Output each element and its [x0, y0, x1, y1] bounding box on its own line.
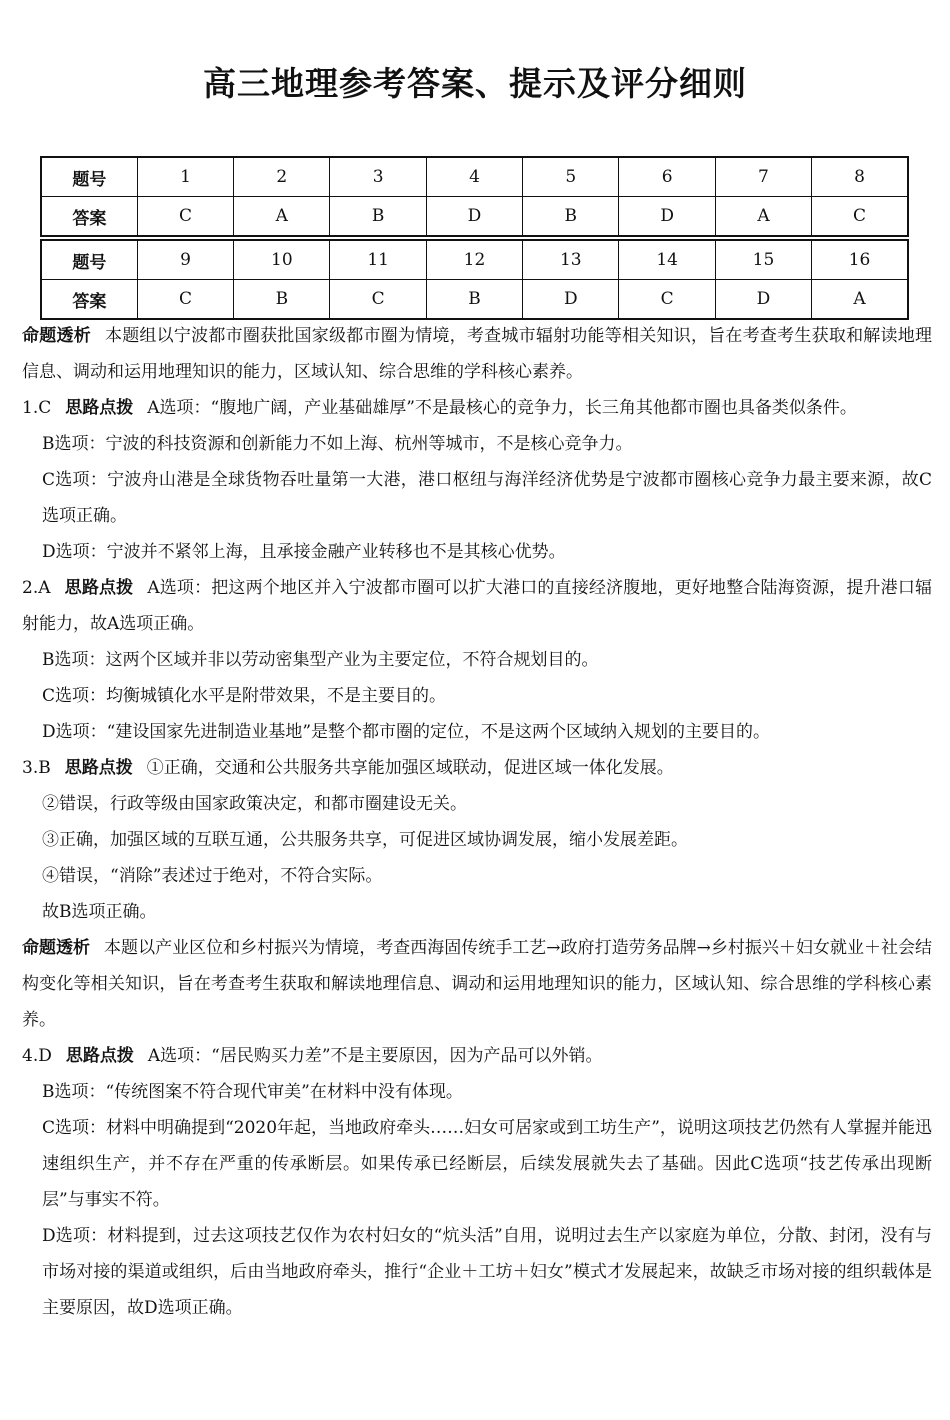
answer-cell: C [137, 197, 233, 237]
question-3-header [22, 750, 932, 786]
statement-text: ①正确，交通和公共服务共享能加强区域联动，促进区域一体化发展。 [146, 758, 674, 778]
header-cell-question: 题号 [41, 157, 137, 197]
question-number-cell: 2 [234, 157, 330, 197]
analysis-text: 本题组以宁波都市圈获批国家级都市圈为情境，考查城市辐射功能等相关知识，旨在考查考生获取和解读地理信息、调动和运用地理知识的能力，区域认知、综合思维的学科核心素养。 [22, 326, 933, 382]
question-number: 4.D [22, 1046, 52, 1066]
question-number-cell: 15 [715, 240, 811, 280]
answer-cell: C [137, 280, 233, 320]
answer-cell: A [715, 197, 811, 237]
answer-cell: C [812, 197, 908, 237]
header-cell-answer: 答案 [41, 197, 137, 237]
option-text: A选项：把这两个地区并入宁波都市圈可以扩大港口的直接经济腹地，更好地整合陆海资源，提升港口辐射能力，故A选项正确。 [22, 578, 932, 634]
header-cell-question: 题号 [41, 240, 137, 280]
question-4-option-d: D选项：材料提到，过去这项技艺仅作为农村妇女的“炕头活”自用，说明过去生产以家庭为单位，分散、封闭，没有与市场对接的渠道或组织，后由当地政府牵头，推行“企业＋工坊＋妇女”模式才发展起来，故缺乏市场对接的组织载体是主要原因，故D选项正确。 [42, 1226, 932, 1318]
answer-cell: D [619, 197, 715, 237]
analysis-text: 本题以产业区位和乡村振兴为情境，考查西海固传统手工艺→政府打造劳务品牌→乡村振兴＋妇女就业＋社会结构变化等相关知识，旨在考查考生获取和解读地理信息、调动和运用地理知识的能力，区域认知、综合思维的学科核心素养。 [22, 938, 932, 1030]
question-number-cell: 4 [426, 157, 522, 197]
table-row-question-numbers [41, 240, 908, 280]
question-number-cell: 8 [812, 157, 908, 197]
question-number: 2.A [22, 578, 51, 598]
page-title: 高三地理参考答案、提示及评分细则 [203, 64, 747, 103]
explanation-content [22, 318, 932, 1326]
answer-cell: B [234, 280, 330, 320]
analysis-label: 命题透析 [22, 326, 91, 346]
question-3-conclusion: 故B选项正确。 [42, 902, 157, 922]
question-1-header [22, 390, 932, 426]
question-number-cell: 11 [330, 240, 426, 280]
question-3-statement-3: ③正确，加强区域的互联互通，公共服务共享，可促进区域协调发展，缩小发展差距。 [42, 830, 688, 850]
question-number-cell: 7 [715, 157, 811, 197]
question-number-cell: 10 [234, 240, 330, 280]
hint-label: 思路点拨 [64, 758, 133, 778]
hint-label: 思路点拨 [64, 578, 134, 598]
question-number: 1.C [22, 398, 52, 418]
question-number-cell: 16 [812, 240, 908, 280]
question-2-option-d: D选项：“建设国家先进制造业基地”是整个都市圈的定位，不是这两个区域纳入规划的主要目的。 [42, 722, 771, 742]
answer-cell: A [812, 280, 908, 320]
question-4-option-b: B选项：“传统图案不符合现代审美”在材料中没有体现。 [42, 1082, 463, 1102]
answer-cell: A [234, 197, 330, 237]
question-3-statement-2: ②错误，行政等级由国家政策决定，和都市圈建设无关。 [42, 794, 467, 814]
answer-cell: D [426, 197, 522, 237]
answer-cell: C [330, 280, 426, 320]
table-row-answers [41, 280, 908, 320]
answer-cell: D [715, 280, 811, 320]
answer-table-2 [40, 239, 909, 320]
question-number-cell: 12 [426, 240, 522, 280]
answer-cell: C [619, 280, 715, 320]
answer-cell: B [523, 197, 619, 237]
question-3-statement-4: ④错误，“消除”表述过于绝对，不符合实际。 [42, 866, 383, 886]
question-number: 3.B [22, 758, 51, 778]
question-1-option-c: C选项：宁波舟山港是全球货物吞吐量第一大港，港口枢纽与海洋经济优势是宁波都市圈核心竞争力最主要来源，故C选项正确。 [42, 470, 932, 526]
answer-cell: B [426, 280, 522, 320]
section-1-analysis [22, 318, 932, 390]
section-2-analysis [22, 930, 932, 1038]
answer-table-1 [40, 156, 909, 237]
question-number-cell: 1 [137, 157, 233, 197]
header-cell-answer: 答案 [41, 280, 137, 320]
analysis-label: 命题透析 [22, 938, 91, 958]
question-number-cell: 13 [523, 240, 619, 280]
question-number-cell: 9 [137, 240, 233, 280]
question-number-cell: 5 [523, 157, 619, 197]
table-row-answers [41, 197, 908, 237]
question-2-header [22, 570, 932, 642]
question-4-option-c: C选项：材料中明确提到“2020年起，当地政府牵头……妇女可居家或到工坊生产”，说明这项技艺仍然有人掌握并能迅速组织生产，并不存在严重的传承断层。如果传承已经断层，后续发展就失去了基础。因此C选项“技艺传承出现断层”与事实不符。 [42, 1118, 932, 1210]
hint-label: 思路点拨 [65, 398, 134, 418]
hint-label: 思路点拨 [65, 1046, 134, 1066]
answer-cell: B [330, 197, 426, 237]
option-text: A选项：“居民购买力差”不是主要原因，因为产品可以外销。 [147, 1046, 603, 1066]
option-text: A选项：“腹地广阔，产业基础雄厚”不是最核心的竞争力，长三角其他都市圈也具备类似条件。 [147, 398, 857, 418]
question-1-option-b: B选项：宁波的科技资源和创新能力不如上海、杭州等城市，不是核心竞争力。 [42, 434, 633, 454]
question-number-cell: 14 [619, 240, 715, 280]
table-row-question-numbers [41, 157, 908, 197]
answer-cell: D [523, 280, 619, 320]
question-number-cell: 6 [619, 157, 715, 197]
question-4-header [22, 1038, 932, 1074]
question-2-option-c: C选项：均衡城镇化水平是附带效果，不是主要目的。 [42, 686, 447, 706]
question-1-option-d: D选项：宁波并不紧邻上海，且承接金融产业转移也不是其核心优势。 [42, 542, 566, 562]
question-number-cell: 3 [330, 157, 426, 197]
question-2-option-b: B选项：这两个区域并非以劳动密集型产业为主要定位，不符合规划目的。 [42, 650, 599, 670]
